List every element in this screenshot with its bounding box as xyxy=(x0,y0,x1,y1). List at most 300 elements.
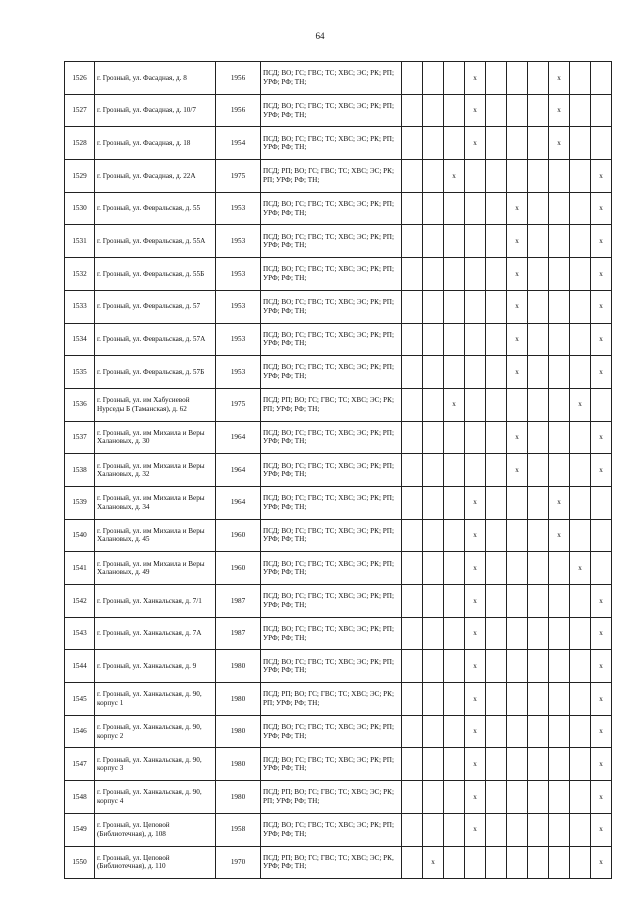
address-cell: г. Грозный, ул. Фасадная, д. 18 xyxy=(95,127,216,160)
period-mark-cell xyxy=(402,160,423,193)
build-year-cell: 1953 xyxy=(216,258,261,291)
table-row xyxy=(65,813,612,846)
period-mark-cell: x xyxy=(549,62,570,95)
period-mark-cell xyxy=(570,748,591,781)
period-mark-cell xyxy=(528,519,549,552)
period-mark-cell xyxy=(423,62,444,95)
period-mark-cell xyxy=(444,650,465,683)
period-mark-cell xyxy=(423,323,444,356)
period-mark-cell: x xyxy=(465,552,486,585)
period-mark-cell xyxy=(402,813,423,846)
build-year-cell: 1953 xyxy=(216,225,261,258)
period-mark-cell xyxy=(444,356,465,389)
period-mark-cell xyxy=(465,454,486,487)
period-mark-cell xyxy=(549,683,570,716)
period-mark-cell xyxy=(570,356,591,389)
table-row xyxy=(65,454,612,487)
table-body xyxy=(65,62,612,879)
row-number-cell: 1539 xyxy=(65,486,95,519)
period-mark-cell xyxy=(465,225,486,258)
period-mark-cell xyxy=(402,323,423,356)
table-row xyxy=(65,160,612,193)
table-row xyxy=(65,62,612,95)
period-mark-cell xyxy=(444,715,465,748)
build-year-cell: 1964 xyxy=(216,454,261,487)
period-mark-cell xyxy=(486,519,507,552)
work-types-cell: ПСД; ВО; ГС; ГВС; ТС; ХВС; ЭС; РК; РП; УРФ; РФ; ТН; xyxy=(261,813,402,846)
period-mark-cell: x xyxy=(591,160,612,193)
work-types-cell: ПСД; ВО; ГС; ГВС; ТС; ХВС; ЭС; РК; РП; УРФ; РФ; ТН; xyxy=(261,94,402,127)
period-mark-cell xyxy=(402,127,423,160)
period-mark-cell: x xyxy=(549,519,570,552)
period-mark-cell xyxy=(528,846,549,879)
period-mark-cell xyxy=(486,617,507,650)
period-mark-cell xyxy=(444,127,465,160)
table-row xyxy=(65,585,612,618)
period-mark-cell xyxy=(465,846,486,879)
period-mark-cell xyxy=(549,192,570,225)
period-mark-cell xyxy=(549,846,570,879)
period-mark-cell xyxy=(402,388,423,421)
period-mark-cell xyxy=(528,486,549,519)
period-mark-cell: x xyxy=(465,617,486,650)
period-mark-cell xyxy=(570,127,591,160)
period-mark-cell xyxy=(549,748,570,781)
period-mark-cell xyxy=(570,813,591,846)
period-mark-cell: x xyxy=(591,258,612,291)
row-number-cell: 1529 xyxy=(65,160,95,193)
build-year-cell: 1960 xyxy=(216,519,261,552)
work-types-cell: ПСД; ВО; ГС; ГВС; ТС; ХВС; ЭС; РК; РП; УРФ; РФ; ТН; xyxy=(261,454,402,487)
period-mark-cell: x xyxy=(507,421,528,454)
period-mark-cell xyxy=(486,585,507,618)
period-mark-cell xyxy=(402,715,423,748)
period-mark-cell: x xyxy=(570,552,591,585)
period-mark-cell xyxy=(528,356,549,389)
period-mark-cell xyxy=(549,617,570,650)
work-types-cell: ПСД; РП; ВО; ГС; ГВС; ТС; ХВС; ЭС; РК, УРФ; РФ; ТН; xyxy=(261,846,402,879)
build-year-cell: 1964 xyxy=(216,421,261,454)
address-cell: г. Грозный, ул. им Михаила и Веры Халановых, д. 30 xyxy=(95,421,216,454)
period-mark-cell xyxy=(402,552,423,585)
work-types-cell: ПСД; ВО; ГС; ГВС; ТС; ХВС; ЭС; РК; РП; УРФ; РФ; ТН; xyxy=(261,650,402,683)
period-mark-cell xyxy=(549,454,570,487)
period-mark-cell xyxy=(444,258,465,291)
period-mark-cell xyxy=(528,617,549,650)
period-mark-cell xyxy=(423,748,444,781)
work-types-cell: ПСД; РП; ВО; ГС; ГВС; ТС; ХВС; ЭС; РК; РП; УРФ; РФ; ТН; xyxy=(261,388,402,421)
period-mark-cell xyxy=(402,846,423,879)
table-row xyxy=(65,225,612,258)
table-row xyxy=(65,94,612,127)
row-number-cell: 1543 xyxy=(65,617,95,650)
period-mark-cell xyxy=(486,127,507,160)
period-mark-cell xyxy=(423,519,444,552)
work-types-cell: ПСД; ВО; ГС; ГВС; ТС; ХВС; ЭС; РК; РП; УРФ; РФ; ТН; xyxy=(261,486,402,519)
period-mark-cell xyxy=(423,552,444,585)
period-mark-cell xyxy=(444,846,465,879)
period-mark-cell xyxy=(444,748,465,781)
address-cell: г. Грозный, ул. Фасадная, д. 22А xyxy=(95,160,216,193)
period-mark-cell xyxy=(570,585,591,618)
address-cell: г. Грозный, ул. им Михаила и Веры Халановых, д. 45 xyxy=(95,519,216,552)
period-mark-cell xyxy=(465,258,486,291)
address-cell: г. Грозный, ул. Цеповой (Библиотечная), д. 110 xyxy=(95,846,216,879)
period-mark-cell xyxy=(423,617,444,650)
address-cell: г. Грозный, ул. Фасадная, д. 8 xyxy=(95,62,216,95)
work-types-cell: ПСД; ВО; ГС; ГВС; ТС; ХВС; ЭС; РК; РП; УРФ; РФ; ТН; xyxy=(261,715,402,748)
period-mark-cell xyxy=(528,290,549,323)
period-mark-cell: x xyxy=(465,715,486,748)
period-mark-cell xyxy=(423,160,444,193)
period-mark-cell xyxy=(507,552,528,585)
address-cell: г. Грозный, ул. Февральская, д. 55 xyxy=(95,192,216,225)
page-number: 64 xyxy=(315,31,325,41)
period-mark-cell xyxy=(423,683,444,716)
period-mark-cell xyxy=(423,486,444,519)
period-mark-cell xyxy=(465,192,486,225)
build-year-cell: 1975 xyxy=(216,388,261,421)
period-mark-cell xyxy=(570,225,591,258)
period-mark-cell xyxy=(486,160,507,193)
period-mark-cell xyxy=(486,486,507,519)
period-mark-cell xyxy=(465,290,486,323)
period-mark-cell xyxy=(486,715,507,748)
period-mark-cell xyxy=(507,94,528,127)
period-mark-cell xyxy=(528,552,549,585)
table-row xyxy=(65,846,612,879)
build-year-cell: 1980 xyxy=(216,715,261,748)
period-mark-cell xyxy=(528,192,549,225)
period-mark-cell xyxy=(570,617,591,650)
address-cell: г. Грозный, ул. Ханкальская, д. 90, корпус 3 xyxy=(95,748,216,781)
period-mark-cell xyxy=(528,454,549,487)
period-mark-cell xyxy=(570,421,591,454)
period-mark-cell xyxy=(402,258,423,291)
period-mark-cell xyxy=(549,585,570,618)
period-mark-cell xyxy=(486,323,507,356)
period-mark-cell: x xyxy=(591,617,612,650)
period-mark-cell xyxy=(549,813,570,846)
period-mark-cell xyxy=(444,454,465,487)
address-cell: г. Грозный, ул. Февральская, д. 55Б xyxy=(95,258,216,291)
period-mark-cell xyxy=(444,519,465,552)
table-row xyxy=(65,421,612,454)
work-types-cell: ПСД; ВО; ГС; ГВС; ТС; ХВС; ЭС; РК; РП; УРФ; РФ; ТН; xyxy=(261,127,402,160)
period-mark-cell xyxy=(402,94,423,127)
period-mark-cell xyxy=(423,421,444,454)
period-mark-cell xyxy=(423,388,444,421)
row-number-cell: 1527 xyxy=(65,94,95,127)
row-number-cell: 1542 xyxy=(65,585,95,618)
work-types-cell: ПСД; ВО; ГС; ГВС; ТС; ХВС; ЭС; РК; РП; УРФ; РФ; ТН; xyxy=(261,519,402,552)
period-mark-cell: x xyxy=(465,813,486,846)
period-mark-cell: x xyxy=(570,388,591,421)
period-mark-cell xyxy=(528,421,549,454)
period-mark-cell xyxy=(486,781,507,814)
period-mark-cell xyxy=(486,290,507,323)
period-mark-cell: x xyxy=(591,683,612,716)
table-row xyxy=(65,552,612,585)
period-mark-cell xyxy=(486,748,507,781)
period-mark-cell xyxy=(507,388,528,421)
period-mark-cell xyxy=(423,585,444,618)
address-cell: г. Грозный, ул. Февральская, д. 57 xyxy=(95,290,216,323)
period-mark-cell xyxy=(402,748,423,781)
period-mark-cell xyxy=(444,421,465,454)
row-number-cell: 1546 xyxy=(65,715,95,748)
period-mark-cell: x xyxy=(465,650,486,683)
period-mark-cell xyxy=(507,519,528,552)
row-number-cell: 1528 xyxy=(65,127,95,160)
build-year-cell: 1953 xyxy=(216,290,261,323)
period-mark-cell xyxy=(549,715,570,748)
period-mark-cell xyxy=(507,813,528,846)
period-mark-cell xyxy=(528,585,549,618)
address-cell: г. Грозный, ул. Февральская, д. 57А xyxy=(95,323,216,356)
address-cell: г. Грозный, ул. Ханкальская, д. 90, корпус 2 xyxy=(95,715,216,748)
period-mark-cell xyxy=(591,62,612,95)
period-mark-cell: x xyxy=(549,94,570,127)
row-number-cell: 1536 xyxy=(65,388,95,421)
period-mark-cell xyxy=(549,160,570,193)
period-mark-cell xyxy=(486,813,507,846)
period-mark-cell xyxy=(423,258,444,291)
address-cell: г. Грозный, ул. им Хабусиевой Нурседы Б (Таманская), д. 62 xyxy=(95,388,216,421)
address-cell: г. Грозный, ул. Ханкальская, д. 90, корпус 4 xyxy=(95,781,216,814)
table-row xyxy=(65,192,612,225)
period-mark-cell xyxy=(549,421,570,454)
period-mark-cell xyxy=(423,813,444,846)
period-mark-cell xyxy=(591,388,612,421)
build-year-cell: 1980 xyxy=(216,781,261,814)
table-row xyxy=(65,748,612,781)
period-mark-cell xyxy=(507,585,528,618)
period-mark-cell xyxy=(444,552,465,585)
period-mark-cell xyxy=(486,552,507,585)
period-mark-cell xyxy=(402,650,423,683)
address-cell: г. Грозный, ул. Февральская, д. 55А xyxy=(95,225,216,258)
period-mark-cell: x xyxy=(423,846,444,879)
period-mark-cell: x xyxy=(591,454,612,487)
address-cell: г. Грозный, ул. Фасадная, д. 10/7 xyxy=(95,94,216,127)
address-cell: г. Грозный, ул. Ханкальская, д. 7А xyxy=(95,617,216,650)
period-mark-cell: x xyxy=(465,683,486,716)
period-mark-cell xyxy=(402,356,423,389)
period-mark-cell: x xyxy=(507,290,528,323)
row-number-cell: 1545 xyxy=(65,683,95,716)
period-mark-cell xyxy=(402,290,423,323)
period-mark-cell xyxy=(486,62,507,95)
period-mark-cell: x xyxy=(591,813,612,846)
row-number-cell: 1534 xyxy=(65,323,95,356)
period-mark-cell: x xyxy=(465,62,486,95)
table-row xyxy=(65,356,612,389)
period-mark-cell xyxy=(591,94,612,127)
period-mark-cell xyxy=(591,486,612,519)
address-cell: г. Грозный, ул. Февральская, д. 57Б xyxy=(95,356,216,389)
build-year-cell: 1980 xyxy=(216,650,261,683)
period-mark-cell xyxy=(402,486,423,519)
period-mark-cell xyxy=(528,650,549,683)
period-mark-cell xyxy=(528,388,549,421)
period-mark-cell xyxy=(591,127,612,160)
build-year-cell: 1960 xyxy=(216,552,261,585)
build-year-cell: 1980 xyxy=(216,683,261,716)
period-mark-cell xyxy=(570,519,591,552)
period-mark-cell xyxy=(570,94,591,127)
period-mark-cell xyxy=(507,160,528,193)
row-number-cell: 1531 xyxy=(65,225,95,258)
table-row xyxy=(65,519,612,552)
work-types-cell: ПСД; ВО; ГС; ГВС; ТС; ХВС; ЭС; РК; РП; УРФ; РФ; ТН; xyxy=(261,258,402,291)
period-mark-cell xyxy=(423,781,444,814)
period-mark-cell xyxy=(444,62,465,95)
period-mark-cell xyxy=(570,192,591,225)
period-mark-cell: x xyxy=(591,650,612,683)
period-mark-cell xyxy=(507,781,528,814)
work-types-cell: ПСД; ВО; ГС; ГВС; ТС; ХВС; ЭС; РК; РП; УРФ; РФ; ТН; xyxy=(261,323,402,356)
work-types-cell: ПСД; ВО; ГС; ГВС; ТС; ХВС; ЭС; РК; РП; УРФ; РФ; ТН; xyxy=(261,62,402,95)
build-year-cell: 1987 xyxy=(216,585,261,618)
period-mark-cell xyxy=(507,486,528,519)
period-mark-cell xyxy=(570,160,591,193)
period-mark-cell xyxy=(507,846,528,879)
work-types-cell: ПСД; ВО; ГС; ГВС; ТС; ХВС; ЭС; РК; РП; УРФ; РФ; ТН; xyxy=(261,585,402,618)
period-mark-cell xyxy=(402,683,423,716)
period-mark-cell xyxy=(402,454,423,487)
address-cell: г. Грозный, ул. им Михаила и Веры Халановых, д. 32 xyxy=(95,454,216,487)
period-mark-cell xyxy=(486,356,507,389)
period-mark-cell xyxy=(528,225,549,258)
row-number-cell: 1533 xyxy=(65,290,95,323)
build-year-cell: 1953 xyxy=(216,356,261,389)
build-year-cell: 1975 xyxy=(216,160,261,193)
work-types-cell: ПСД; РП; ВО; ГС; ГВС; ТС; ХВС; ЭС; РК; РП; УРФ; РФ; ТН; xyxy=(261,781,402,814)
period-mark-cell: x xyxy=(591,356,612,389)
period-mark-cell: x xyxy=(591,225,612,258)
period-mark-cell: x xyxy=(507,192,528,225)
period-mark-cell xyxy=(444,617,465,650)
address-cell: г. Грозный, ул. Ханкальская, д. 90, корпус 1 xyxy=(95,683,216,716)
table-row xyxy=(65,617,612,650)
table-row xyxy=(65,650,612,683)
period-mark-cell xyxy=(507,683,528,716)
work-types-cell: ПСД; ВО; ГС; ГВС; ТС; ХВС; ЭС; РК; РП; УРФ; РФ; ТН; xyxy=(261,290,402,323)
address-cell: г. Грозный, ул. им Михаила и Веры Халановых, д. 34 xyxy=(95,486,216,519)
period-mark-cell xyxy=(402,192,423,225)
period-mark-cell xyxy=(402,62,423,95)
period-mark-cell xyxy=(486,225,507,258)
period-mark-cell xyxy=(486,94,507,127)
period-mark-cell: x xyxy=(465,127,486,160)
period-mark-cell xyxy=(444,683,465,716)
period-mark-cell xyxy=(402,225,423,258)
period-mark-cell xyxy=(528,127,549,160)
period-mark-cell xyxy=(444,486,465,519)
build-year-cell: 1958 xyxy=(216,813,261,846)
period-mark-cell xyxy=(423,94,444,127)
housing-registry-table xyxy=(64,61,612,879)
period-mark-cell xyxy=(444,323,465,356)
period-mark-cell xyxy=(528,715,549,748)
period-mark-cell xyxy=(486,388,507,421)
table-row xyxy=(65,683,612,716)
period-mark-cell xyxy=(549,258,570,291)
period-mark-cell: x xyxy=(465,519,486,552)
build-year-cell: 1980 xyxy=(216,748,261,781)
period-mark-cell xyxy=(507,617,528,650)
period-mark-cell xyxy=(549,225,570,258)
period-mark-cell xyxy=(570,846,591,879)
period-mark-cell xyxy=(465,323,486,356)
period-mark-cell xyxy=(570,454,591,487)
row-number-cell: 1540 xyxy=(65,519,95,552)
period-mark-cell xyxy=(486,192,507,225)
period-mark-cell xyxy=(507,748,528,781)
period-mark-cell xyxy=(528,781,549,814)
period-mark-cell xyxy=(465,160,486,193)
period-mark-cell xyxy=(465,388,486,421)
period-mark-cell: x xyxy=(591,323,612,356)
period-mark-cell xyxy=(507,127,528,160)
period-mark-cell xyxy=(486,650,507,683)
build-year-cell: 1953 xyxy=(216,192,261,225)
period-mark-cell xyxy=(444,585,465,618)
build-year-cell: 1954 xyxy=(216,127,261,160)
period-mark-cell: x xyxy=(591,846,612,879)
period-mark-cell: x xyxy=(591,781,612,814)
period-mark-cell xyxy=(423,192,444,225)
period-mark-cell: x xyxy=(591,715,612,748)
row-number-cell: 1532 xyxy=(65,258,95,291)
period-mark-cell xyxy=(528,160,549,193)
period-mark-cell xyxy=(570,486,591,519)
period-mark-cell xyxy=(549,290,570,323)
period-mark-cell: x xyxy=(507,323,528,356)
table-row xyxy=(65,127,612,160)
work-types-cell: ПСД; ВО; ГС; ГВС; ТС; ХВС; ЭС; РК; РП; УРФ; РФ; ТН; xyxy=(261,748,402,781)
period-mark-cell xyxy=(570,650,591,683)
address-cell: г. Грозный, ул. Цеповой (Библиотечная), д. 108 xyxy=(95,813,216,846)
row-number-cell: 1535 xyxy=(65,356,95,389)
table-row xyxy=(65,258,612,291)
work-types-cell: ПСД; ВО; ГС; ГВС; ТС; ХВС; ЭС; РК; РП; УРФ; РФ; ТН; xyxy=(261,552,402,585)
period-mark-cell xyxy=(402,519,423,552)
build-year-cell: 1964 xyxy=(216,486,261,519)
period-mark-cell: x xyxy=(591,748,612,781)
row-number-cell: 1547 xyxy=(65,748,95,781)
period-mark-cell xyxy=(528,323,549,356)
period-mark-cell xyxy=(444,192,465,225)
period-mark-cell xyxy=(423,454,444,487)
period-mark-cell xyxy=(570,715,591,748)
period-mark-cell xyxy=(549,552,570,585)
period-mark-cell xyxy=(570,258,591,291)
work-types-cell: ПСД; РП; ВО; ГС; ГВС; ТС; ХВС; ЭС; РК; РП; УРФ; РФ; ТН; xyxy=(261,160,402,193)
period-mark-cell xyxy=(465,356,486,389)
period-mark-cell xyxy=(591,552,612,585)
period-mark-cell xyxy=(591,519,612,552)
period-mark-cell xyxy=(423,225,444,258)
period-mark-cell: x xyxy=(465,748,486,781)
period-mark-cell xyxy=(549,323,570,356)
table-row xyxy=(65,715,612,748)
work-types-cell: ПСД; ВО; ГС; ГВС; ТС; ХВС; ЭС; РК; РП; УРФ; РФ; ТН; xyxy=(261,192,402,225)
period-mark-cell xyxy=(444,225,465,258)
address-cell: г. Грозный, ул. Ханкальская, д. 9 xyxy=(95,650,216,683)
work-types-cell: ПСД; ВО; ГС; ГВС; ТС; ХВС; ЭС; РК; РП; УРФ; РФ; ТН; xyxy=(261,356,402,389)
